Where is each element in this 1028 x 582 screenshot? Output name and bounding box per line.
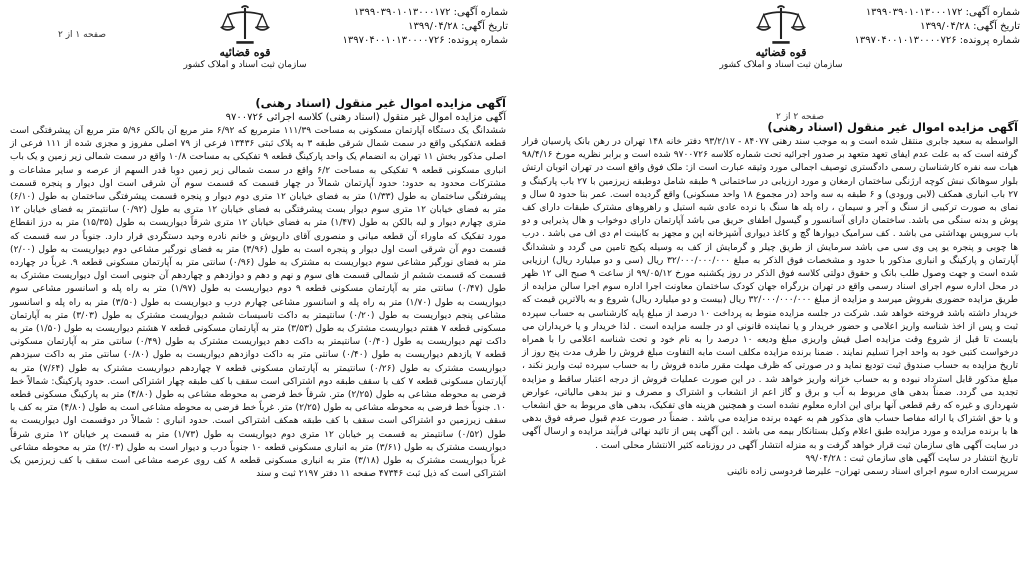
signature-line: سرپرست اداره سوم اجرای اسناد رسمی تهران– علیرضا فردوسی زاده نائینی [726,467,1018,478]
judiciary-logo [719,4,843,86]
notice-page-1 [4,0,512,582]
notice-number: شماره آگهی: ۱۳۹۹۰۳۹۰۱۰۱۳۰۰۰۱۷۲ [353,7,508,18]
scales-emblem-icon [219,4,271,48]
notice-date: تاریخ آگهی: ۱۳۹۹/۰۴/۲۸ [408,21,508,32]
notice-subtitle: آگهی مزایده اموال غیر منقول (اسناد رهنی) کلاسه اجرائی ۹۷۰۰۷۲۶ [225,112,506,123]
page-header [4,0,512,96]
page-number: صفحه ۱ از ۲ [58,30,106,40]
notice-page-2 [516,0,1024,582]
logo-org-name: قوه قضائیه [755,46,807,59]
notice-date: تاریخ آگهی: ۱۳۹۹/۰۴/۲۸ [920,21,1020,32]
scales-emblem-icon [755,4,807,48]
notice-meta [855,6,1020,48]
logo-org-subtitle: سازمان ثبت اسناد و املاک کشور [183,60,307,70]
file-number: شماره پرونده: ۱۳۹۷۰۴۰۰۱۰۱۳۰۰۰۰۷۲۶ [854,35,1020,46]
notice-body: ششدانگ یک دستگاه آپارتمان مسکونی به مساحت ۱۱۱/۳۹ مترمربع که ۶/۹۲ متر مربع آن بالکن ۵/۹۶ متر مربع آن پیشرفتگی است قطعه ۸تفکیکی واقع در سمت شمال شرقی طبقه ۳ به پلاک ثبتی ۱۳۴۳۶ فرعی از ۷۹ اصلی مفروز و مجزی شده از ۱۱۱ فرعی از اصلی مذکور بخش ۱۱ تهران به انضمام یک واحد پارکینگ قطعه ۹ تفکیکی به مساحت ۱۰/۸ واقع در سمت شمالی زیر زمین و یک باب انباری مسکونی قطعه ۹ تفکیکی به مساحت ۶/۲ واقع در سمت شمالی زیر زمین دوبا قدر السهم از عرصه و سایر مشاعات و مشترکات محدود به حدود: حدود آپارتمان شمالاً در چهار قسمت که قسمت سوم آن شرقی است اول دیوار و پنجره قسمت پیشرفتگی ساختمان به طول (۱/۳۳) متر به فضای خیابان ۱۲ متری دوم دیوار و پنجره قسمت پیشرفتگی ساختمان به طول (۶/۱۰) متر به فضای خیابان ۱۲ متری سوم دیوار بست پیشرفتگی به فضای خیابان ۱۲ متری به طول (۰/۹۲) سانتیمتر به فضای خیابان ۱۲ متری چهارم دیوار و لبه بالکن به طول (۱/۴۷) متر به فضای خیابان ۱۲ متری شرقاً دیواریست به طول (۱۵/۳۵) متر به درز انقطاع مورد تفکیک که ماوراء آن قطعه میانی و منصوری آقای داریوش و خانم نادره وحید دستگردی قرار دارد. جنوباً در سه قسمت که قسمت دوم آن شرقی است اول دیوار و پنجره است به طول (۳/۹۶) متر به فضای نورگیر مشاعی دوم دیواریست به طول (۲/۰۰) متر به فضای نورگیر مشاعی سوم دیواریست به مشترک به طول (۰/۹۶) سانتی متر به آپارتمان مسکونی قطعه ۹. غرباً در چهارده قسمت که قسمت ششم از شمالی قسمت های سوم و نهم و دهم و دوازدهم و چهاردهم آن جنوبی است اول دیواریست مشترک به طول (۰/۴۷) سانتی متر به آپارتمان مسکونی قطعه ۹ دوم دیواریست به طول (۱/۹۷) متر به راه پله و اسانسور مشاعی سوم دیواریست به طول (۱/۷۰) متر به راه پله و اسانسور مشاعی چهارم درب و دیواریست به طول (۳/۵۰) متر به راه پله و اسانسور مشاعی پنجم دیواریست به طول (۰/۲۰) سانتیمتر به داکت تاسیسات ششم دیواریست مشترک به طول (۳/۰۳) متر به آپارتمان مسکونی قطعه ۷ هفتم دیواریست مشترک به طول (۳/۵۳) متر به آپارتمان مسکونی قطعه ۷ هشتم دیواریست به طول (۱/۵۰) متر به داکت تهم دیواریست به طول (۰/۴۰) سانتیمتر به داکت دهم دیواریست مشترک به طول (۰/۴۹) سانتی متر به آپارتمان مسکونی قطعه ۷ یازدهم دیواریست به طول (۰/۴۰) سانتی متر به داکت دوازدهم دیواریست به طول (۰/۸۰) سانتی متر به داکت سیزدهم دیواریست مشترک به طول (۰/۲۶) سانتیمتر به آپارتمان مسکونی قطعه ۷ چهاردهم دیواریست مشترک به طول (۷/۶۴) متر به آپارتمان مسکونی قطعه ۷ کف با سقف طبقه دوم اشتراکی است سقف با کف طبقه چهار اشتراکی است. حدود پارکینگ: شمالاً خط فرضی به محوطه مشاعی به طول (۲/۲۵) متر. شرقاً خط فرضی به محوطه مشاعی به طول (۴/۸۰) متر به پارکینگ مسکونی قطعه ۱۰. جنوباً خط فرضی به محوطه مشاعی به طول (۲/۲۵) متر. غرباً خط فرضی به محوطه مشاعی است به طول (۴/۸۰) متر به کف با سقف زیرزمین دو اشتراکی است سقف با کف طبقه همکف اشتراکی است. حدود انباری : شمالاً در دوقسمت اول دیواریست به طول (۰/۵۲) سانتیمتر به قسمت پر خیابان ۱۲ متری دوم دیواریست به طول (۱/۷۳) متر به قسمت پر خیابان ۱۲ متری شرقاً دیواریست مشترک به طول (۳/۶۱) متر به انباری مسکونی قطعه ۱۰ جنوباً درب و دیوار است به طول (۲/۰۳) متر به محوطه مشاعی غرباً دیواریست مشترک به طول (۳/۱۸) متر به انباری مسکونی قطعه ۸ کف روی عرصه مشاعی است سقف با کف زیرزمین یک اشتراکی است که ذیل ثبت ۴۷۳۴۶ صفحه ۱۱ دفتر ۲۱۹۷ ثبت و سند [10,126,507,480]
notice-title: آگهی مزایده اموال غیر منقول (اسناد رهنی) [255,96,506,110]
judiciary-logo [183,4,307,86]
logo-org-name: قوه قضائیه [219,46,271,59]
notice-title: آگهی مزایده اموال غیر منقول (اسناد رهنی) [767,120,1018,134]
notice-number: شماره آگهی: ۱۳۹۹۰۳۹۰۱۰۱۳۰۰۰۱۷۲ [865,7,1020,18]
file-number: شماره پرونده: ۱۳۹۷۰۴۰۰۱۰۱۳۰۰۰۰۷۲۶ [342,35,508,46]
page-number: صفحه ۲ از ۲ [776,112,824,122]
publish-date-line: تاریخ انتشار در سایت آگهی های سازمان ثبت : ۹۹/۰۴/۲۸ [805,453,1018,464]
logo-org-subtitle: سازمان ثبت اسناد و املاک کشور [719,60,843,70]
page-header [516,0,1024,96]
notice-body: الواسطه به سعید جابری منتقل شده است و به موجب سند رهنی ۸۴۰۷۷ - ۹۳/۲/۱۷ دفتر خانه ۱۴۸ تهران در رهن بانک پارسیان قرار گرفته است که به علت عدم ایفای تعهد متعهد بر صدور اجرائیه تحت شماره کلاسه ۹۷۰۰۷۲۶ شده است و برابر نظریه مورخ ۹۸/۴/۱۶ هیات سه نفره کارشناسان رسمی دادگستری توصیف اجمالی مورد وثیقه عبارت است از: ملک فوق واقع است در تهران اتوبان ارتش بلوار سوهانک نبش کوچه ارژنگی ساختمان ارمغان و مورد ارزیابی در ساختمانی ۹ طبقه شامل دوطبقه زیرزمین با ۲۷ باب پارکینگ و ۲۷ باب انباری همکف (لابی ورودی) و ۶ طبقه به سه واحد (در مجموع ۱۸ واحد مسکونی) واقع گردیده است. عمر بنا حدود ۵ سال و نمای به صورت ترکیبی از سنگ و آجر و سیمان ، راه پله ها سنگ با نرده عادی شبه استیل و راهروهای مشترک طبقات دارای کف پوش و بدنه سنگی می باشد. ساختمان دارای آسانسور و گیسول اطفای حریق می باشد آپارتمان دارای دوخواب و هال پذیرایی و دو باب سرویس بهداشتی می باشد . کف سرامیک دیوارها گچ و کاغذ دیواری آشپزخانه اپن و مجهز به کابینت ام دی اف می باشد . درب ها چوبی و پنجره یو پی وی سی می باشد سرمایش از طریق چیلر و گرمایش از کف به وسیله پکیج تامین می گردد و ششدانگ آپارتمان و پارکینگ و انباری مذکور با حدود و مشخصات فوق الذکر به مبلغ ۳۲/۰۰۰/۰۰۰/۰۰۰ ریال (سی و دو میلیارد ریال) ارزیابی شده است و جهت وصول طلب بانک و حقوق دولتی کلاسه فوق الذکر در روز یکشنبه مورخ ۹۹/۰۵/۱۲ از ساعت ۹ صبح الی ۱۲ ظهر در محل اداره سوم اجرای اسناد رسمی واقع در تهران بزرگراه جهان کودک ساختمان معاونت اجرا اداره سوم اجرا سالن مزایده از طریق مزایده حضوری بفروش میرسد و مزایده از مبلغ ۳۲/۰۰۰/۰۰۰/۰۰۰ ریال (بیست و دو میلیارد ریال) شروع و به بالاترین قیمت که خریدار داشته باشد فروخته خواهد شد. شرکت در جلسه مزایده منوط به پرداخت ۱۰ درصد از مبلغ پایه کارشناسی به حساب سپرده ثبت و پس از اخذ شناسه واریز اعلامی و حضور خریدار و یا نماینده قانونی او در جلسه مزایده است . لذا خریدار و یا خریداران می بایست تا قبل از شروع وقت مزایده اصل فیش واریزی مبلغ ودیعه ۱۰ درصد را به نام خود و تحت شناسه اعلامی را با همراه درخواست کتبی خود به واحد اجرا تسلیم نمایند . ضمنا برنده مزایده مکلف است مابه التفاوت مبلغ فروش را ظرف مدت پنج روز از تاریخ مزایده به حساب صندوق ثبت تودیع نماید و در صورتی که ظرف مهلت مقرر مانده فروش را به حساب سپرده ثبت واریز نکند ، مبلغ مذکور قابل استرداد نبوده و به حساب خزانه واریز خواهد شد . در این صورت عملیات فروش از درجه اعتبار ساقط و مزایده تجدید می گردد. ضمناً بدهی های مربوط به آب و برق و گاز اعم از انشعاب و اشتراک و مصرف و نیز بدهی مالیاتی، عوارض شهرداری و غیره که رقم قطعی آنها برای این اداره معلوم نشده است و همچنین هزینه های تفکیک، بدهی های مربوط به حق انشعاب و یا حق اشتراک یا ارائه مفاصا حساب های مذکور هم به عهده برنده مزایده می باشد . ضمناً در صورت عدم قبول صرفه فوق بدهی ها با برنده مزایده و مورد مزایده طبق اعلام وکیل بستانکار بیمه می باشد . این آگهی پس از تائید نهائی فرآیند مزایده و ارسال آگهی در سایت آگهی های سازمان ثبت قرار خواهد گرفت و به منزله انتشار آگهی در روزنامه کثیر الانتشار محلی است . [522,137,1019,451]
notice-meta [343,6,508,48]
